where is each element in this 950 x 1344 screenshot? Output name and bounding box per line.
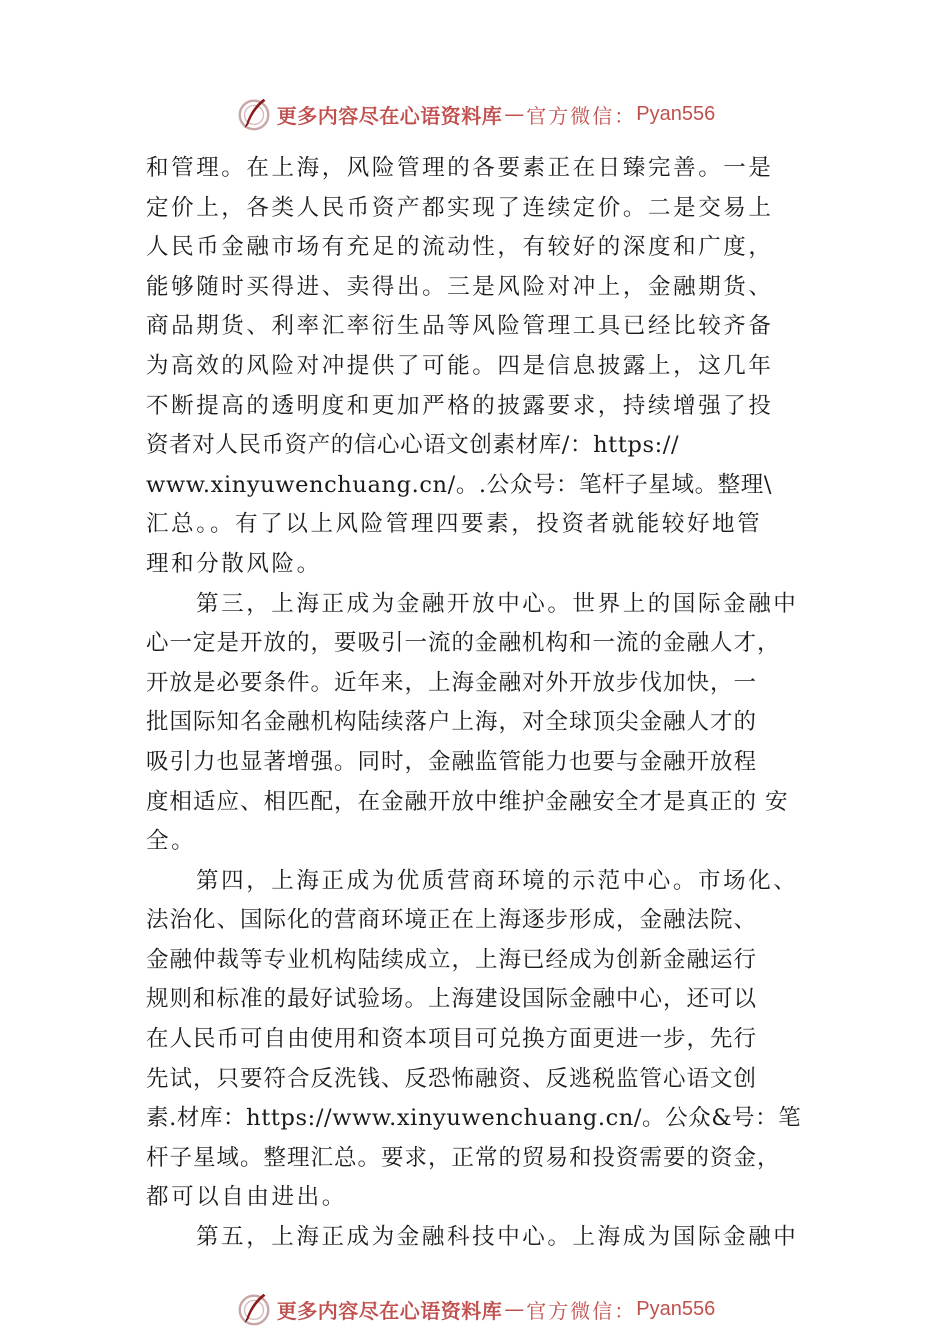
body-line: 和管理。在上海，风险管理的各要素正在日臻完善。一是 — [146, 155, 774, 181]
body-line: 心一定是开放的，要吸引一流的金融机构和一流的金融人才， — [146, 630, 781, 657]
footer-brand: 更多内容尽在心语资料库 — [276, 1298, 503, 1323]
body-line: 定价上，各类人民币资产都实现了连续定价。二是交易上 — [146, 194, 774, 221]
body-line: 度相适应、相匹配，在金融开放中维护金融安全才是真正的 安 — [146, 788, 789, 815]
body-line: 人民币金融市场有充足的流动性，有较好的深度和广度， — [146, 234, 774, 261]
body-line: 理和分散风险。 — [146, 550, 322, 577]
body-line: 开放是必要条件。近年来，上海金融对外开放步伐加快，一 — [146, 669, 758, 696]
header-banner — [0, 94, 950, 134]
body-line: 批国际知名金融机构陆续落户上海，对全球顶尖金融人才的 — [146, 709, 758, 736]
footer-banner — [0, 1289, 950, 1329]
header-wechat-label: 官方微信： — [526, 103, 637, 128]
body-line: 在人民币可自由使用和资本项目可兑换方面更进一步，先行 — [146, 1026, 758, 1053]
body-line: 为高效的风险对冲提供了可能。四是信息披露上，这几年 — [146, 352, 774, 379]
body-line: 金融仲裁等专业机构陆续成立，上海已经成为创新金融运行 — [146, 946, 758, 973]
footer-wechat-label: 官方微信： — [526, 1298, 637, 1323]
body-line: 素.材库：https://www.xinyuwenchuang.cn/。公众&号：笔 — [146, 1105, 802, 1132]
paragraph-first-line: 第三，上海正成为金融开放中心。世界上的国际金融中 — [196, 590, 799, 617]
footer-dash: — — [504, 1297, 525, 1321]
body-line: 法治化、国际化的营商环境正在上海逐步形成，金融法院、 — [146, 907, 758, 934]
quill-seal-icon — [235, 95, 273, 133]
body-line: 商品期货、利率汇率衍生品等风险管理工具已经比较齐备 — [146, 313, 774, 340]
body-line: 资者对人民币资产的信心心语文创素材库/：https:// — [146, 432, 680, 459]
paragraph-first-line: 第四，上海正成为优质营商环境的示范中心。市场化、 — [196, 867, 799, 894]
header-wechat-id: Pyan556 — [636, 102, 716, 125]
footer-wechat-id: Pyan556 — [636, 1297, 716, 1320]
body-line: 都可以自由进出。 — [146, 1184, 347, 1211]
document-body — [146, 149, 832, 1258]
body-line: 全。 — [146, 828, 197, 855]
body-line: 不断提高的透明度和更加严格的披露要求，持续增强了投 — [146, 392, 774, 419]
quill-seal-icon — [235, 1290, 273, 1328]
body-line: 汇总。。有了以上风险管理四要素，投资者就能较好地管 — [146, 511, 763, 538]
body-line: 吸引力也显著增强。同时，金融监管能力也要与金融开放程 — [146, 748, 758, 775]
header-brand: 更多内容尽在心语资料库 — [276, 103, 503, 128]
body-line: 规则和标准的最好试验场。上海建设国际金融中心，还可以 — [146, 986, 758, 1013]
body-line: 能够随时买得进、卖得出。三是风险对冲上，金融期货、 — [146, 273, 774, 300]
body-line: 杆子星域。整理汇总。要求，正常的贸易和投资需要的资金， — [146, 1144, 781, 1171]
paragraph-first-line: 第五，上海正成为金融科技中心。上海成为国际金融中 — [196, 1224, 799, 1251]
body-line: www.xinyuwenchuang.cn/。.公众号：笔杆子星域。整理\ — [146, 471, 773, 498]
header-dash: — — [504, 102, 525, 126]
body-line: 先试，只要符合反洗钱、反恐怖融资、反逃税监管心语文创 — [146, 1065, 758, 1092]
